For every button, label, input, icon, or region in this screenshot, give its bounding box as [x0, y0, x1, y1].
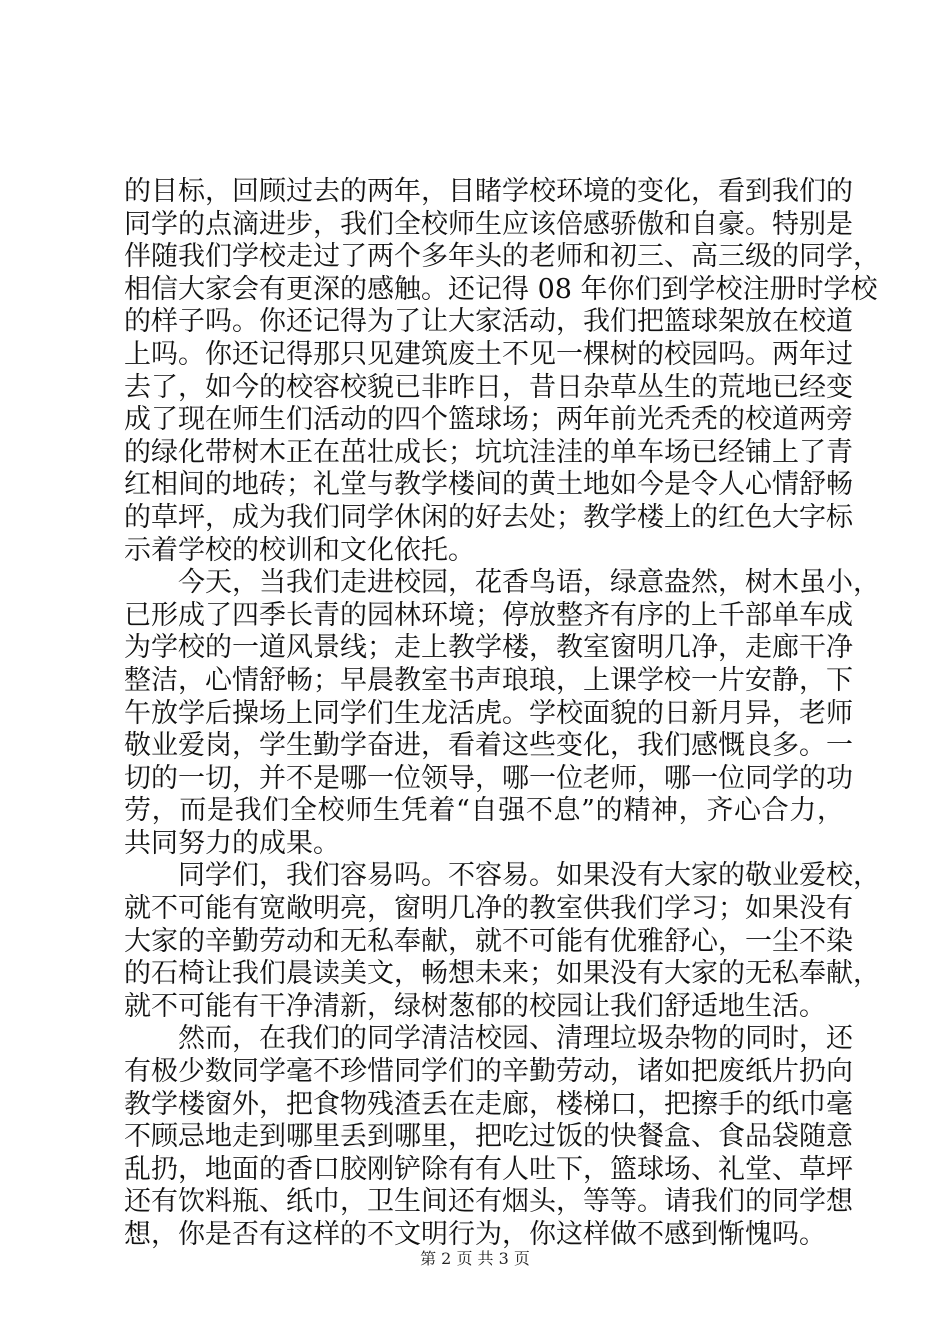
text-line: 的样子吗。你还记得为了让大家活动，我们把篮球架放在校道 [124, 306, 853, 338]
text-line: 去了，如今的校容校貌已非昨日，昔日杂草丛生的荒地已经变 [124, 371, 853, 403]
text-line: 午放学后操场上同学们生龙活虎。学校面貌的日新月异，老师 [124, 697, 853, 729]
text-line: 同学们，我们容易吗。不容易。如果没有大家的敬业爱校， [124, 860, 880, 892]
text-line: 红相间的地砖；礼堂与教学楼间的黄土地如今是令人心情舒畅 [124, 469, 853, 501]
text-line: 示着学校的校训和文化依托。 [124, 534, 475, 566]
document-body [124, 176, 880, 1252]
text-line: 教学楼窗外，把食物残渣丢在走廊，楼梯口，把擦手的纸巾毫 [124, 1088, 853, 1120]
text-line: 相信大家会有更深的感触。还记得 08 年你们到学校注册时学校 [124, 273, 878, 305]
text-line: 的草坪，成为我们同学休闲的好去处；教学楼上的红色大字标 [124, 501, 853, 533]
text-line: 切的一切，并不是哪一位领导，哪一位老师，哪一位同学的功 [124, 762, 853, 794]
text-line: 的石椅让我们晨读美文，畅想未来；如果没有大家的无私奉献， [124, 958, 880, 990]
text-line: 的目标，回顾过去的两年，目睹学校环境的变化，看到我们的 [124, 176, 853, 207]
text-line: 还有饮料瓶、纸巾，卫生间还有烟头，等等。请我们的同学想 [124, 1186, 853, 1218]
page-footer: 第 2 页 共 3 页 [420, 1249, 530, 1268]
text-line: 就不可能有干净清新，绿树葱郁的校园让我们舒适地生活。 [124, 990, 826, 1022]
text-line: 不顾忌地走到哪里丢到哪里，把吃过饭的快餐盒、食品袋随意 [124, 1121, 853, 1153]
text-line: 整洁，心情舒畅；早晨教室书声琅琅，上课学校一片安静，下 [124, 664, 853, 696]
text-line: 大家的辛勤劳动和无私奉献，就不可能有优雅舒心，一尘不染 [124, 925, 853, 957]
text-line: 的绿化带树木正在茁壮成长；坑坑洼洼的单车场已经铺上了青 [124, 436, 853, 468]
text-line: 就不可能有宽敞明亮，窗明几净的教室供我们学习；如果没有 [124, 893, 853, 925]
text-line: 乱扔，地面的香口胶刚铲除有有人吐下，篮球场、礼堂、草坪 [124, 1153, 853, 1185]
text-line: 伴随我们学校走过了两个多年头的老师和初三、高三级的同学， [124, 241, 880, 273]
text-line: 已形成了四季长青的园林环境；停放整齐有序的上千部单车成 [124, 599, 853, 631]
text-line: 然而，在我们的同学清洁校园、清理垃圾杂物的同时，还 [124, 1023, 853, 1055]
text-line: 共同努力的成果。 [124, 827, 340, 859]
text-line: 劳，而是我们全校师生凭着“自强不息”的精神，齐心合力， [124, 795, 844, 827]
text-line: 有极少数同学毫不珍惜同学们的辛勤劳动，诸如把废纸片扔向 [124, 1056, 853, 1088]
text-line: 为学校的一道风景线；走上教学楼，教室窗明几净，走廊干净 [124, 632, 853, 664]
text-line: 成了现在师生们活动的四个篮球场；两年前光秃秃的校道两旁 [124, 404, 853, 436]
text-line: 上吗。你还记得那只见建筑废土不见一棵树的校园吗。两年过 [124, 338, 853, 370]
text-line: 今天，当我们走进校园，花香鸟语，绿意盎然，树木虽小， [124, 567, 880, 599]
text-line: 想，你是否有这样的不文明行为，你这样做不感到惭愧吗。 [124, 1219, 826, 1250]
text-line: 同学的点滴进步，我们全校师生应该倍感骄傲和自豪。特别是 [124, 208, 853, 240]
text-line: 敬业爱岗，学生勤学奋进，看着这些变化，我们感慨良多。一 [124, 730, 853, 762]
